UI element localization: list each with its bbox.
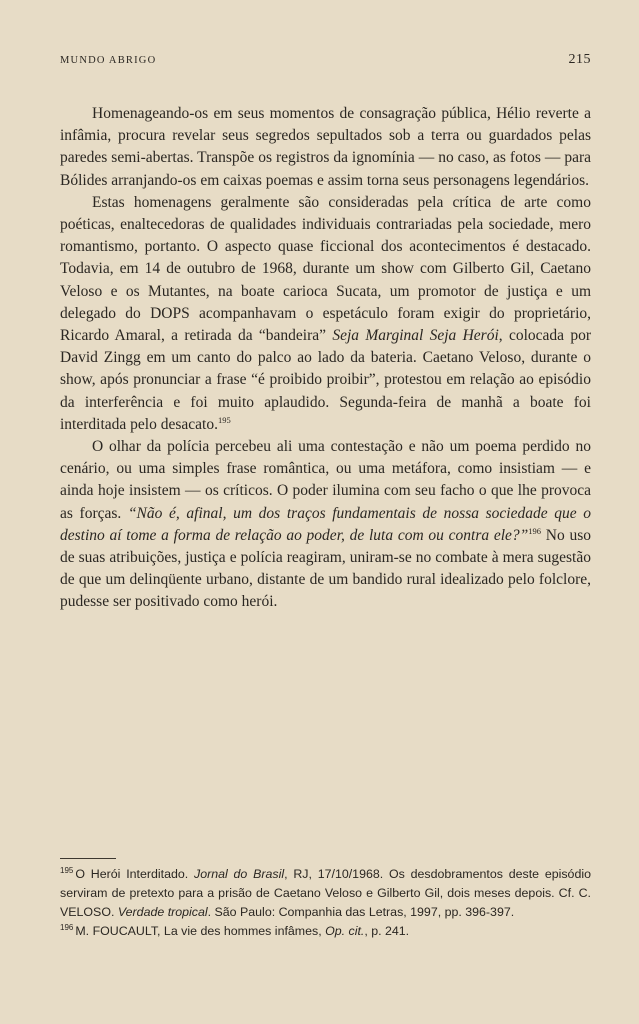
paragraph-1: Homenageando-os em seus momentos de consagração pública, Hélio reverte a infâmia, procura revelar seus segredos sepultados sob a terra ou guardados pelas paredes semi-abertas. Transpõe os registros da ignomínia — no caso, as fotos — para Bólides arranjando-os em caixas poemas e assim torna seus personagens legendários.	[60, 105, 591, 189]
footnote-195	[60, 865, 591, 922]
footnote-text: . São Paulo: Companhia das Letras, 1997, pp. 396-397.	[207, 905, 515, 919]
paragraph-2-text-b: , colocada por David Zingg em um canto do palco ao lado da bateria. Caetano Veloso, durante o show, após pronunciar a frase “é proibido proibir”, protestou em relação ao episódio da interferência e foi muito aplaudido. Segunda-feira de manhã a boate foi interditada pelo desacato.	[60, 327, 592, 433]
footnote-ref-196[interactable]: 196	[528, 525, 542, 536]
footnote-text: , RJ, 17/10/1968. Os desdobramentos deste episódio serviram de pretexto para a prisão de Caetano Veloso e Gilberto Gil, dois meses depois. Cf. C. VELOSO.	[60, 867, 591, 919]
foucault-quote: “Não é, afinal, um dos traços fundamentais de nossa sociedade que o destino aí tome a forma de relação ao poder, de luta com ou contra ele?”	[60, 504, 592, 544]
footnote-book-title: Verdade tropical	[117, 905, 208, 919]
footnotes	[60, 858, 591, 941]
footnote-number: 196	[60, 923, 74, 932]
paragraph-2-text-a: Estas homenagens geralmente são consideradas pela crítica de arte como poéticas, enaltecedoras de qualidades individuais contrariadas pela sociedade, mero romantismo, portanto. O aspecto quase ficcional dos acontecimentos é destacado. Todavia, em 14 de outubro de 1968, durante um show com Gilberto Gil, Caetano Veloso e os Mutantes, na boate carioca Sucata, um promotor de justiça e um delegado do DOPS acompanhavam o espetáculo foram exigir do proprietário, Ricardo Amaral, a retirada da “bandeira”	[60, 193, 591, 345]
banner-title: Seja Marginal Seja Herói	[332, 327, 499, 345]
running-head: MUNDO ABRIGO	[60, 55, 157, 66]
footnote-source-title: Jornal do Brasil	[194, 867, 285, 881]
body-text	[60, 103, 591, 614]
footnote-rule	[60, 858, 116, 859]
footnote-196	[60, 922, 591, 941]
paragraph-2	[60, 192, 591, 436]
footnote-citation: Op. cit.	[325, 924, 365, 938]
footnote-text: , p. 241.	[364, 924, 410, 938]
page-header	[60, 52, 591, 68]
paragraph-3	[60, 436, 591, 614]
footnote-text: O Herói Interditado.	[75, 867, 194, 881]
paragraph-3-text-b: No uso de suas atribuições, justiça e polícia reagiram, uniram-se no combate à mera sugestão de que um delinqüente urbano, distante de um bandido rural idealizado pelo folclore, pudesse ser positivado como herói.	[60, 526, 592, 611]
paragraph-3-text-a: O olhar da polícia percebeu ali uma contestação e não um poema perdido no cenário, ou uma simples frase romântica, ou uma metáfora, como insistiam — e ainda hoje insistem — os críticos. O poder ilumina com seu facho o que lhe provoca as forças.	[60, 438, 591, 522]
footnote-ref-195[interactable]: 195	[217, 414, 231, 425]
footnote-number: 195	[60, 866, 74, 875]
footnote-text: M. FOUCAULT, La vie des hommes infâmes,	[75, 924, 326, 938]
page-number: 215	[568, 52, 591, 67]
